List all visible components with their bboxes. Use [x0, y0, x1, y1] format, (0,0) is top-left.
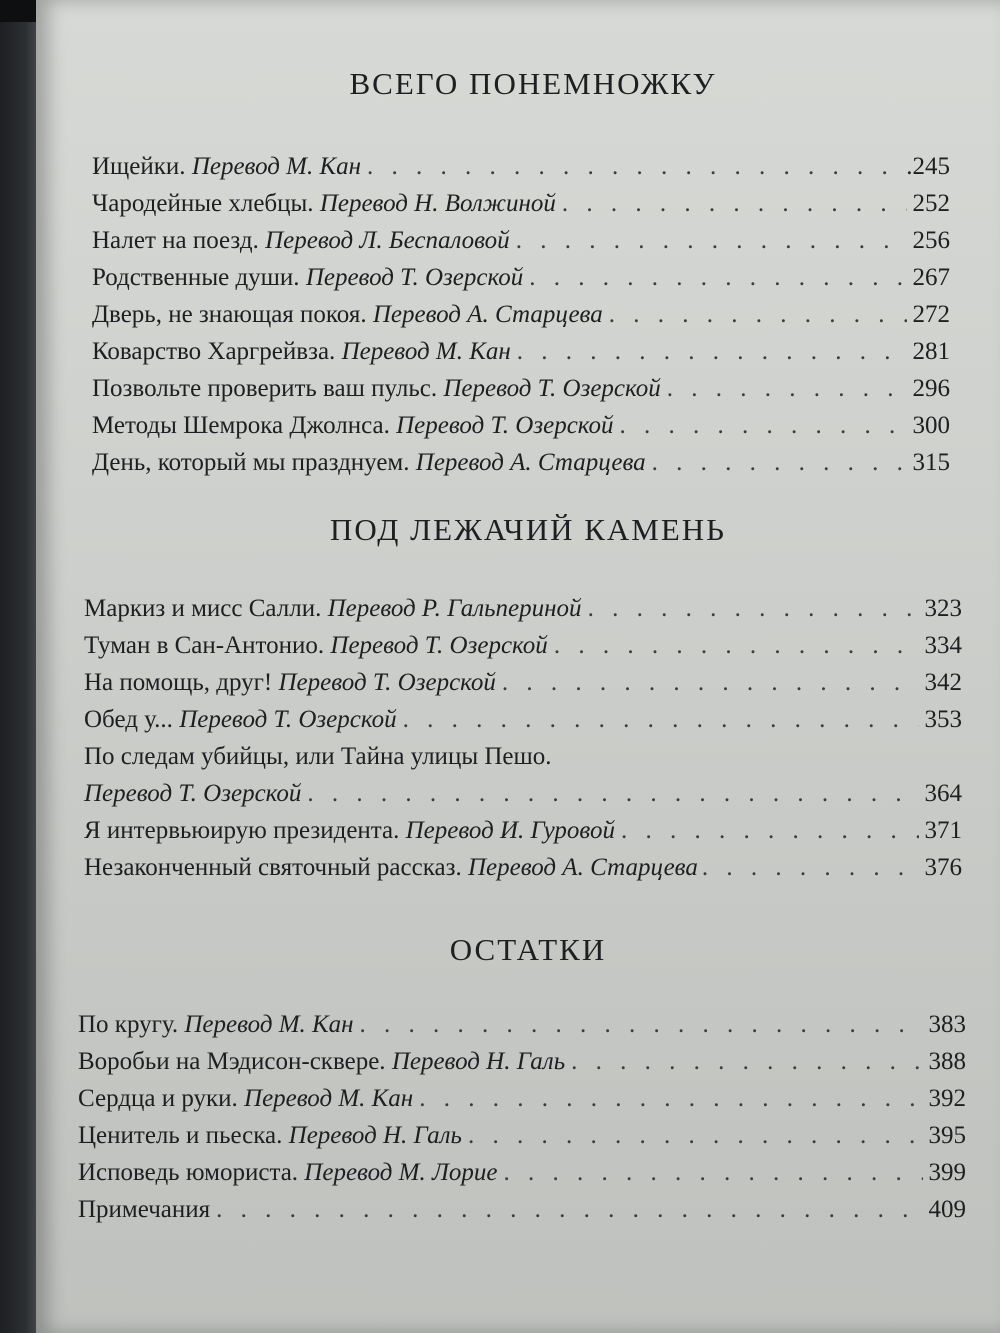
entry-translator: Перевод Н. Галь: [288, 1122, 462, 1149]
entry-title: На помощь, друг!: [84, 669, 273, 696]
entry-page: 256: [912, 227, 950, 254]
toc-entry: [84, 738, 962, 775]
entry-page: 409: [928, 1196, 966, 1223]
toc-entry: [92, 222, 950, 259]
entry-page: 272: [912, 301, 950, 328]
section-pod-lezhachiy-kamen: [36, 512, 1000, 548]
toc-entry: [78, 1191, 966, 1228]
toc-entry: [92, 296, 950, 333]
entry-page: 376: [924, 854, 962, 881]
toc-entry: [84, 590, 962, 627]
entry-page: 364: [924, 780, 962, 807]
entry-translator: Перевод Н. Волжиной: [319, 190, 556, 217]
toc-entry: [78, 1006, 966, 1043]
entry-title: По следам убийцы, или Тайна улицы Пешо.: [84, 743, 552, 770]
entry-title: Налет на поезд.: [92, 227, 259, 254]
entry-page: 383: [928, 1011, 966, 1038]
entry-page: 281: [912, 338, 950, 365]
entry-translator: Перевод Т. Озерской: [84, 780, 302, 807]
toc-entry: [92, 185, 950, 222]
dot-leader: [652, 444, 907, 481]
entry-title: Воробьи на Мэдисон-сквере.: [78, 1048, 386, 1075]
entry-translator: Перевод М. Кан: [191, 153, 361, 180]
toc-entry: [78, 1117, 966, 1154]
dot-leader: [367, 148, 900, 185]
dot-leader: [517, 333, 907, 370]
entry-page: 334: [924, 632, 962, 659]
dot-leader: [502, 664, 919, 701]
section-ostatki: [36, 932, 1000, 968]
entry-page: 300: [912, 412, 950, 439]
dot-leader: [419, 1080, 922, 1117]
dot-leader: [554, 627, 919, 664]
toc-entry: [92, 407, 950, 444]
entry-translator: Перевод М. Кан: [184, 1011, 354, 1038]
dot-leader: [216, 1191, 922, 1228]
toc-entry: [92, 259, 950, 296]
entry-translator: Перевод Н. Галь: [391, 1048, 566, 1075]
entry-title: Маркиз и мисс Салли.: [84, 595, 322, 622]
entry-translator: Перевод Т. Озерской: [396, 412, 614, 439]
entry-translator: Перевод А. Старцева: [467, 854, 698, 881]
entry-page: 392: [928, 1085, 966, 1112]
entry-page: 399: [928, 1159, 966, 1186]
dot-leader: [702, 849, 921, 886]
dot-leader: [504, 1154, 923, 1191]
cover-corner: [0, 0, 40, 22]
entry-page: 388: [928, 1048, 966, 1075]
entry-page: 296: [912, 375, 950, 402]
dot-leader: [403, 701, 919, 738]
dot-leader: [621, 812, 919, 849]
entry-title: Исповедь юмориста.: [78, 1159, 299, 1186]
toc-entry: [84, 627, 962, 664]
toc-entry: [84, 664, 962, 701]
section-vsego-ponemnozhku: [36, 66, 1000, 102]
toc-entry: [92, 444, 950, 481]
section-title: ВСЕГО ПОНЕМНОЖКУ: [349, 66, 717, 101]
dot-leader: [667, 370, 907, 407]
entry-title: Чародейные хлебцы.: [92, 190, 314, 217]
entry-title: Примечания: [78, 1196, 211, 1223]
toc-entry: [84, 701, 962, 738]
entry-title: День, который мы празднуем.: [92, 449, 410, 476]
entry-page: 353: [924, 706, 962, 733]
dot-leader: [571, 1043, 922, 1080]
entry-translator: Перевод Т. Озерской: [278, 669, 496, 696]
entry-translator: Перевод Т. Озерской: [179, 706, 397, 733]
entry-page: 267: [912, 264, 950, 291]
dot-leader: [562, 185, 907, 222]
toc-entry: [84, 775, 962, 812]
book-page: [36, 0, 1000, 1333]
dot-leader: [588, 590, 919, 627]
dot-leader: [529, 259, 906, 296]
dot-leader: [468, 1117, 923, 1154]
entry-page: 315: [912, 449, 950, 476]
entry-translator: Перевод М. Кан: [244, 1085, 414, 1112]
entry-page: 252: [912, 190, 950, 217]
entry-title: Сердца и руки.: [78, 1085, 238, 1112]
toc-entry: [84, 812, 962, 849]
dot-leader: [620, 407, 907, 444]
entry-translator: Перевод А. Старцева: [415, 449, 646, 476]
dot-leader: [360, 1006, 923, 1043]
entry-title: По кругу.: [78, 1011, 179, 1038]
entry-page: 371: [924, 817, 962, 844]
entry-title: Коварство Харгрейвза.: [92, 338, 336, 365]
toc-entry: [92, 333, 950, 370]
toc-entry: [78, 1043, 966, 1080]
section-title: ПОД ЛЕЖАЧИЙ КАМЕНЬ: [330, 512, 726, 547]
entry-translator: Перевод А. Старцева: [372, 301, 603, 328]
entry-translator: Перевод Т. Озерской: [305, 264, 524, 291]
entry-translator: Перевод Т. Озерской: [443, 375, 661, 402]
dot-leader: [307, 775, 918, 812]
dot-leader: [516, 222, 907, 259]
entry-page: 395: [928, 1122, 966, 1149]
entry-translator: Перевод М. Кан: [341, 338, 511, 365]
entries-list: [36, 1006, 1000, 1228]
toc-entry: [78, 1080, 966, 1117]
entry-translator: Перевод И. Гуровой: [405, 817, 615, 844]
entry-translator: Перевод Р. Гальпериной: [327, 595, 582, 622]
entry-title: Методы Шемрока Джолнса.: [92, 412, 390, 439]
entry-page: 342: [924, 669, 962, 696]
toc-entry: [78, 1154, 966, 1191]
entries-list: [36, 148, 1000, 481]
toc-entry: [84, 849, 962, 886]
entry-translator: Перевод Л. Беспаловой: [265, 227, 510, 254]
entry-title: Незаконченный святочный рассказ.: [84, 854, 462, 881]
entry-translator: Перевод М. Лорие: [304, 1159, 498, 1186]
entry-title: Я интервьюирую президента.: [84, 817, 400, 844]
dot-leader: [609, 296, 907, 333]
entries-list: [36, 590, 1000, 886]
entry-title: Родственные души.: [92, 264, 300, 291]
entry-title: Дверь, не знающая покоя.: [92, 301, 367, 328]
entry-title: Обед у...: [84, 706, 173, 733]
entry-title: Ценитель и пьеска.: [78, 1122, 283, 1149]
toc-entry: [92, 370, 950, 407]
section-title: ОСТАТКИ: [449, 932, 607, 967]
toc-entry: [92, 148, 950, 185]
entry-title: Позвольте проверить ваш пульс.: [92, 375, 438, 402]
entry-translator: Перевод Т. Озерской: [330, 632, 548, 659]
entry-title: Туман в Сан-Антонио.: [84, 632, 325, 659]
entry-page: 323: [924, 595, 962, 622]
entry-title: Ищейки.: [92, 153, 186, 180]
entry-page: .245: [906, 153, 950, 180]
